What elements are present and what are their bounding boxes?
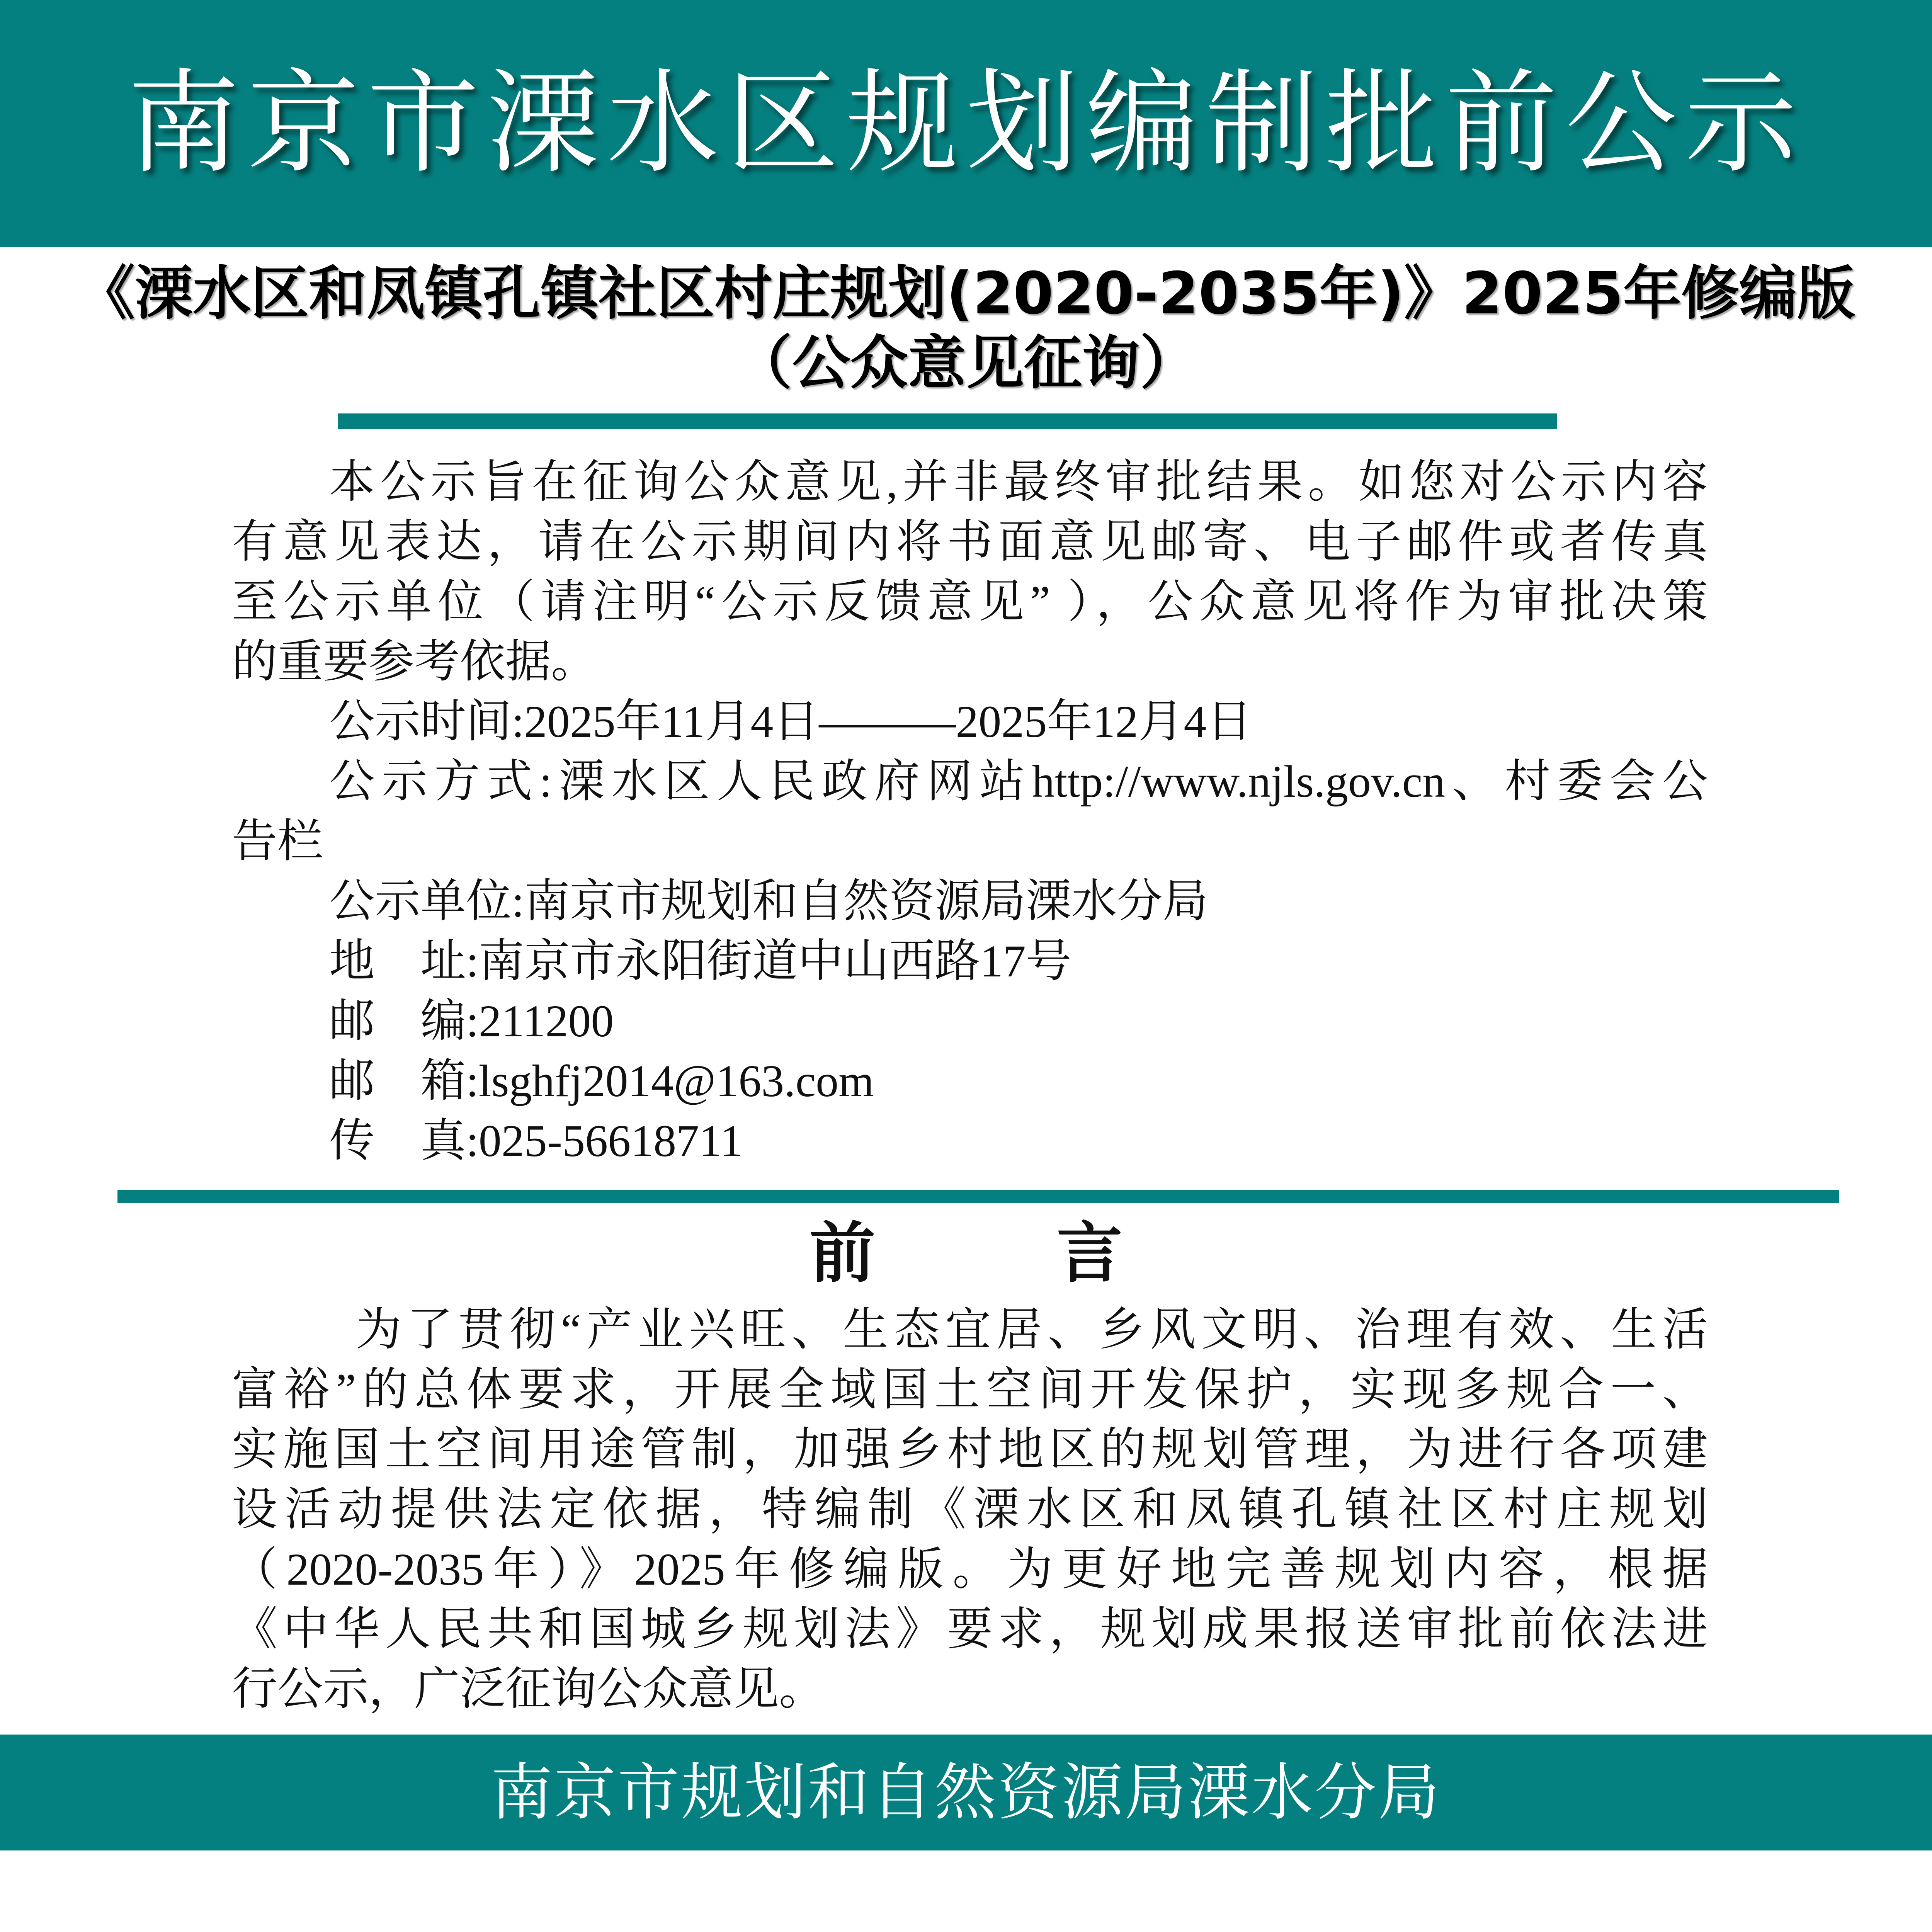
document-subtitle: 《溧水区和凤镇孔镇社区村庄规划(2020-2035年)》2025年修编版 xyxy=(77,260,1855,327)
footer-banner xyxy=(0,1735,1932,1850)
preface-line: 设活动提供法定依据，特编制《溧水区和凤镇孔镇社区村庄规划 xyxy=(232,1484,1708,1535)
divider xyxy=(338,413,1557,429)
document-subtitle-note: （公众意见征询） xyxy=(734,330,1198,397)
notice-unit: 公示单位:南京市规划和自然资源局溧水分局 xyxy=(329,876,1208,927)
divider xyxy=(117,1190,1839,1203)
header-banner xyxy=(0,0,1932,247)
preface-line: （2020-2035年）》2025年修编版。为更好地完善规划内容，根据 xyxy=(232,1544,1708,1595)
preface-line: 实施国土空间用途管制，加强乡村地区的规划管理，为进行各项建 xyxy=(232,1424,1708,1475)
notice-line: 本公示旨在征询公众意见,并非最终审批结果。如您对公示内容 xyxy=(329,457,1708,507)
preface-line: 富裕”的总体要求，开展全域国土空间开发保护，实现多规合一、 xyxy=(232,1364,1708,1415)
footer-organization: 南京市规划和自然资源局溧水分局 xyxy=(490,1756,1441,1828)
preface-line: 为了贯彻“产业兴旺、生态宜居、乡风文明、治理有效、生活 xyxy=(356,1304,1708,1355)
notice-section xyxy=(0,452,1932,1171)
notice-period: 公示时间:2025年11月4日———2025年12月4日 xyxy=(329,696,1252,747)
notice-line: 至公示单位（请注明“公示反馈意见” ），公众意见将作为审批决策 xyxy=(232,577,1708,627)
notice-email: 邮 箱:lsghfj2014@163.com xyxy=(329,1056,874,1106)
notice-postcode: 邮 编:211200 xyxy=(329,996,614,1046)
preface-heading: 前言 xyxy=(809,1215,1304,1292)
preface-line: 《中华人民共和国城乡规划法》要求，规划成果报送审批前依法进 xyxy=(232,1604,1708,1655)
notice-method-cont: 告栏 xyxy=(232,816,323,867)
notice-line: 有意见表达，请在公示期间内将书面意见邮寄、电子邮件或者传真 xyxy=(232,517,1708,567)
notice-fax: 传 真:025-56618711 xyxy=(329,1116,743,1166)
notice-line: 的重要参考依据。 xyxy=(232,636,597,687)
notice-address: 地 址:南京市永阳街道中山西路17号 xyxy=(329,936,1071,986)
preface-section xyxy=(0,1300,1932,1719)
preface-line: 行公示，广泛征询公众意见。 xyxy=(232,1664,825,1714)
page-title: 南京市溧水区规划编制批前公示 xyxy=(128,58,1804,189)
notice-method: 公示方式:溧水区人民政府网站http://www.njls.gov.cn、村委会公 xyxy=(329,756,1708,807)
